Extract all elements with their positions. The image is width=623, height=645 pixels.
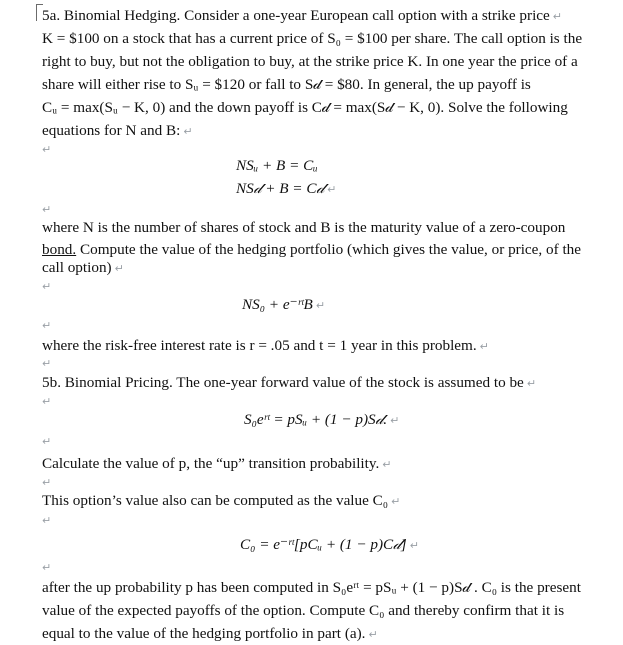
text: where N is the number of shares of stock and B is the maturity value of a zero-coupon: [42, 219, 566, 236]
text: Cᵤ = max(Sᵤ − K, 0) and the down payoff is C𝒹 = max(S𝒹 − K, 0). Solve the following: [42, 99, 568, 116]
paragraph-mark-icon: ↵: [409, 539, 419, 552]
paragraph-mark-icon: ↵: [42, 203, 52, 216]
p5a-line-7: [42, 218, 565, 238]
paragraph-mark-icon: ↵: [42, 357, 52, 370]
equation-nsd: [236, 179, 336, 200]
text: equal to the value of the hedging portfolio in part (a).: [42, 625, 366, 642]
text: after the up probability p has been computed in S₀eʳᵗ = pSᵤ + (1 − p)S𝒹 . C₀ is the present: [42, 579, 581, 596]
paragraph-mark-icon: ↵: [368, 628, 378, 641]
text: NSᵤ + B = Cᵤ: [236, 157, 318, 174]
p5a-line-9: [42, 258, 124, 279]
p5b-line-3: [42, 491, 400, 512]
text: where the risk-free interest rate is r = .05 and t = 1 year in this problem.: [42, 337, 477, 354]
text: share will either rise to Sᵤ = $120 or fall to S𝒹 = $80. In general, the up payoff is: [42, 76, 531, 93]
p5a-line-5: [42, 98, 568, 118]
text: K = $100 on a stock that has a current price of S₀ = $100 per share. The call option is the: [42, 30, 583, 47]
p5b-line-5: [42, 601, 564, 621]
text: 5a. Binomial Hedging. Consider a one-year European call option with a strike price: [42, 7, 550, 24]
paragraph-mark-icon: ↵: [390, 414, 400, 427]
paragraph-mark-icon: ↵: [42, 280, 52, 293]
text: C₀ = e⁻ʳᵗ[pCᵤ + (1 − p)C𝒹]: [240, 536, 407, 553]
p5b-line-6: [42, 624, 378, 645]
text: NS₀ + e⁻ʳᵗB: [242, 296, 313, 313]
p5a-line-3: [42, 52, 578, 72]
equation-forward: [244, 410, 399, 431]
p5a-line-10: [42, 336, 489, 357]
text: S₀eʳᵗ = pSᵤ + (1 − p)S𝒹.: [244, 411, 388, 428]
p5b-line-1: [42, 373, 536, 394]
text: equations for N and B:: [42, 122, 181, 139]
paragraph-mark-icon: ↵: [552, 10, 563, 23]
paragraph-mark-icon: ↵: [327, 183, 337, 196]
text: bond.: [42, 241, 77, 258]
p5a-line-1: [42, 6, 562, 27]
paragraph-mark-icon: ↵: [526, 377, 537, 390]
text: NS𝒹 + B = C𝒹: [236, 180, 325, 197]
paragraph-mark-icon: ↵: [42, 435, 52, 448]
paragraph-mark-icon: ↵: [42, 395, 52, 408]
paragraph-mark-icon: ↵: [42, 319, 52, 332]
text: call option): [42, 259, 112, 276]
paragraph-mark-icon: ↵: [42, 143, 52, 156]
paragraph-mark-icon: ↵: [42, 561, 52, 574]
paragraph-mark-icon: ↵: [382, 458, 392, 471]
p5a-line-4: [42, 75, 531, 95]
paragraph-mark-icon: ↵: [479, 340, 489, 353]
p5b-line-2: [42, 454, 391, 475]
p5b-line-4: [42, 578, 581, 598]
text: Calculate the value of p, the “up” transition probability.: [42, 455, 380, 472]
equation-nsu: [236, 156, 318, 176]
equation-option-value: [240, 535, 419, 556]
text: Compute the value of the hedging portfolio (which gives the value, or price, of the: [76, 241, 582, 258]
p5a-line-8: [42, 240, 581, 260]
p5a-line-2: [42, 29, 582, 49]
text: right to buy, but not the obligation to buy, at the strike price K. In one year the price of a: [42, 53, 578, 70]
paragraph-mark-icon: ↵: [42, 514, 52, 527]
text: value of the expected payoffs of the option. Compute C₀ and thereby confirm that it is: [42, 602, 565, 619]
equation-hedge-value: [242, 295, 325, 316]
paragraph-mark-icon: ↵: [315, 299, 326, 312]
paragraph-mark-icon: ↵: [183, 125, 193, 138]
text: 5b. Binomial Pricing. The one-year forward value of the stock is assumed to be: [42, 374, 524, 391]
p5a-line-6: [42, 121, 193, 142]
text: This option’s value also can be computed as the value C₀: [42, 492, 389, 509]
paragraph-mark-icon: ↵: [114, 262, 124, 275]
paragraph-mark-icon: ↵: [391, 495, 401, 508]
paragraph-mark-icon: ↵: [42, 476, 52, 489]
